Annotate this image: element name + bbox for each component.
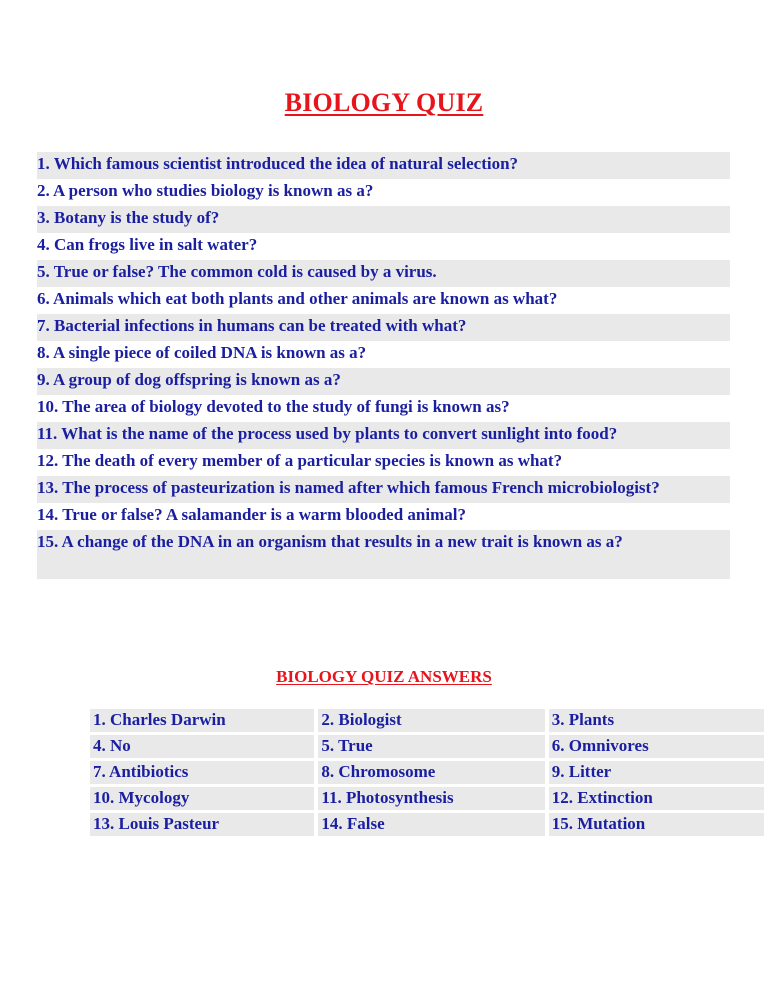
question-15: 15. A change of the DNA in an organism that results in a new trait is known as a? [37,530,730,579]
answer-cell: 3. Plants [549,709,764,732]
question-11: 11. What is the name of the process used by plants to convert sunlight into food? [37,422,730,449]
answer-cell: 14. False [318,813,544,836]
answer-cell: 5. True [318,735,544,758]
answer-cell: 12. Extinction [549,787,764,810]
answer-cell: 2. Biologist [318,709,544,732]
answers-row [90,787,764,810]
question-10: 10. The area of biology devoted to the study of fungi is known as? [37,397,510,416]
answer-cell: 13. Louis Pasteur [90,813,314,836]
question-5: 5. True or false? The common cold is caused by a virus. [37,260,730,287]
answer-cell: 15. Mutation [549,813,764,836]
answers-row [90,735,764,758]
answer-cell: 8. Chromosome [318,761,544,784]
answer-cell: 11. Photosynthesis [318,787,544,810]
question-8: 8. A single piece of coiled DNA is known as a? [37,343,367,362]
answers-row [90,709,764,732]
question-12: 12. The death of every member of a particular species is known as what? [37,451,563,470]
question-4: 4. Can frogs live in salt water? [37,235,258,254]
answers-row [90,813,764,836]
question-14: 14. True or false? A salamander is a warm blooded animal? [37,505,466,524]
quiz-title: BIOLOGY QUIZ [284,88,484,117]
answer-cell: 10. Mycology [90,787,314,810]
question-7: 7. Bacterial infections in humans can be treated with what? [37,314,730,341]
answers-table [86,706,768,839]
answer-cell: 1. Charles Darwin [90,709,314,732]
answer-cell: 6. Omnivores [549,735,764,758]
question-9: 9. A group of dog offspring is known as a? [37,368,730,395]
question-2: 2. A person who studies biology is known as a? [37,181,374,200]
question-3: 3. Botany is the study of? [37,206,730,233]
answers-title: BIOLOGY QUIZ ANSWERS [276,667,492,686]
question-1: 1. Which famous scientist introduced the idea of natural selection? [37,152,730,179]
question-13: 13. The process of pasteurization is named after which famous French microbiologist? [37,476,730,503]
answer-cell: 7. Antibiotics [90,761,314,784]
answer-cell: 9. Litter [549,761,764,784]
question-list [37,152,730,579]
answer-cell: 4. No [90,735,314,758]
answers-row [90,761,764,784]
question-6: 6. Animals which eat both plants and other animals are known as what? [37,289,558,308]
